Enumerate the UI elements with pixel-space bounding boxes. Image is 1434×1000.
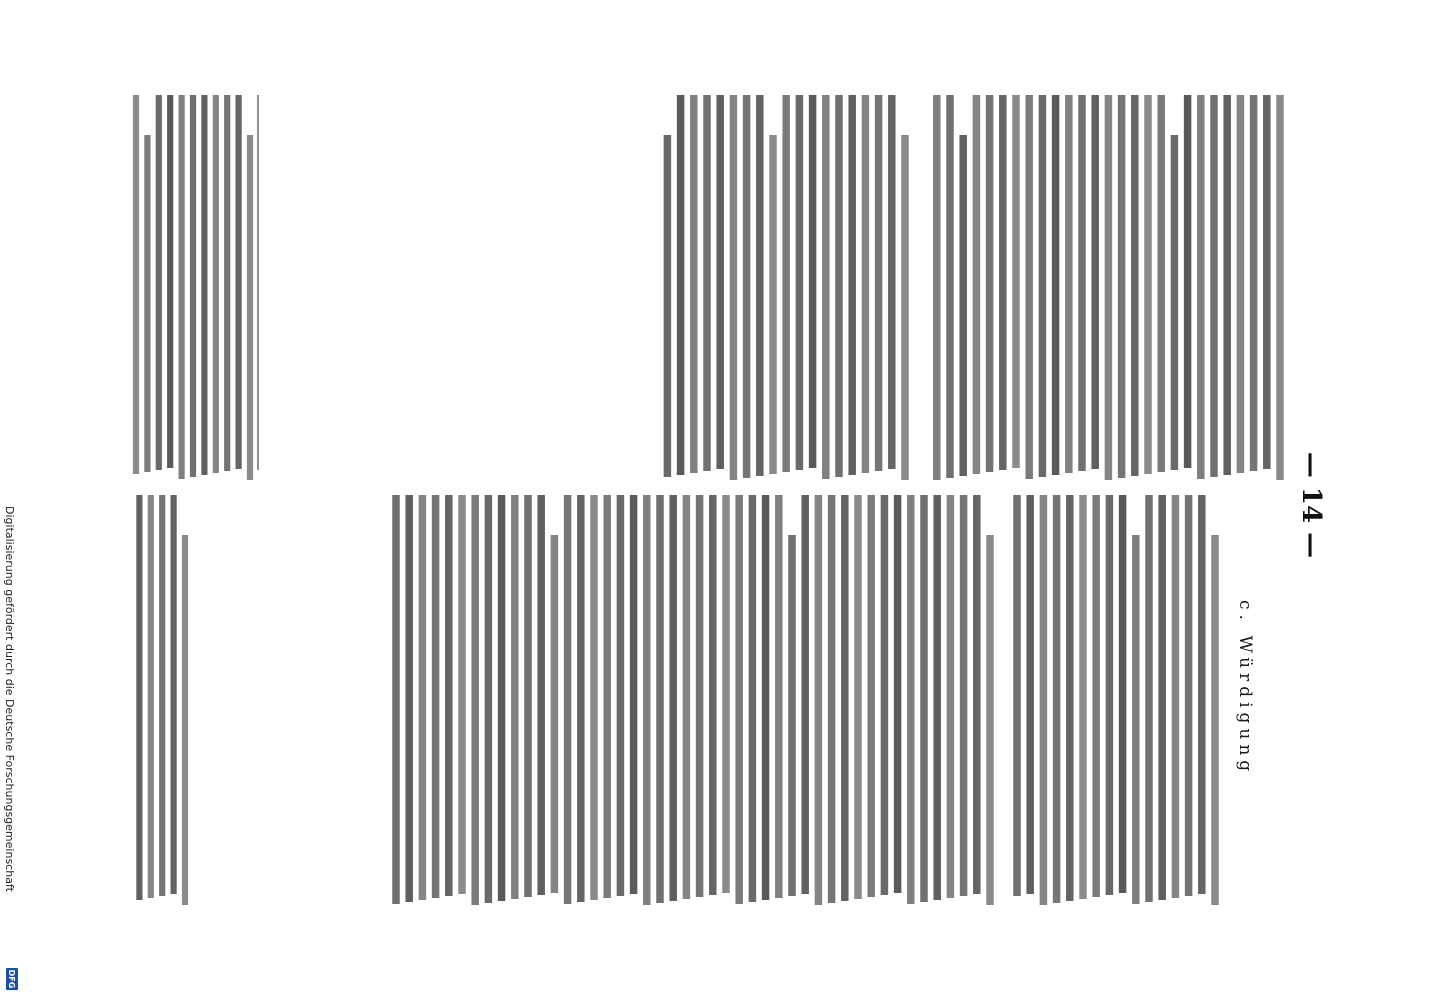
text-line bbox=[1053, 495, 1061, 903]
text-line bbox=[1158, 495, 1166, 900]
text-line bbox=[148, 495, 154, 898]
text-line bbox=[590, 495, 598, 900]
text-line bbox=[769, 135, 777, 474]
text-line bbox=[796, 95, 804, 470]
text-line bbox=[1171, 135, 1179, 470]
text-line bbox=[1263, 95, 1271, 469]
text-line bbox=[920, 495, 928, 902]
text-line bbox=[933, 495, 941, 900]
text-line bbox=[1092, 495, 1100, 897]
text-line bbox=[1078, 95, 1086, 471]
text-line bbox=[973, 495, 981, 894]
text-line bbox=[144, 135, 150, 472]
text-line bbox=[835, 95, 843, 477]
text-line bbox=[677, 95, 685, 475]
text-line bbox=[973, 95, 981, 474]
text-line bbox=[848, 95, 856, 475]
text-line bbox=[1132, 535, 1140, 904]
text-line bbox=[1145, 495, 1153, 902]
text-line bbox=[867, 495, 875, 897]
text-line bbox=[511, 495, 519, 899]
text-line bbox=[664, 135, 672, 477]
text-line bbox=[888, 95, 896, 469]
text-column-upper-left bbox=[664, 95, 909, 480]
text-line bbox=[986, 95, 994, 472]
text-line bbox=[703, 95, 711, 471]
text-line bbox=[788, 535, 796, 896]
text-line bbox=[1197, 95, 1205, 479]
text-line bbox=[1198, 495, 1206, 894]
text-line bbox=[749, 495, 757, 902]
text-line bbox=[822, 95, 830, 479]
text-line bbox=[1052, 95, 1060, 475]
text-line bbox=[762, 495, 770, 900]
text-column-upper-right bbox=[933, 95, 1284, 480]
text-line bbox=[182, 535, 188, 905]
text-line bbox=[986, 535, 994, 905]
text-line bbox=[179, 95, 185, 479]
text-line bbox=[630, 495, 638, 894]
text-line bbox=[247, 135, 253, 480]
text-line bbox=[1184, 95, 1192, 468]
text-line bbox=[1118, 95, 1126, 478]
text-line bbox=[959, 135, 967, 476]
text-column-lower-right bbox=[1013, 495, 1219, 905]
text-line bbox=[683, 495, 691, 899]
text-line bbox=[933, 95, 941, 480]
text-line bbox=[224, 95, 230, 471]
text-line bbox=[201, 95, 207, 475]
text-line bbox=[809, 95, 817, 468]
text-line bbox=[881, 495, 889, 895]
section-heading: c. Würdigung bbox=[1235, 600, 1255, 777]
text-line bbox=[907, 495, 915, 904]
text-line bbox=[1091, 95, 1099, 469]
text-line bbox=[947, 495, 955, 898]
text-line bbox=[946, 95, 954, 478]
text-line bbox=[432, 495, 440, 898]
text-line bbox=[709, 495, 717, 895]
text-line bbox=[1250, 95, 1258, 471]
text-line bbox=[716, 95, 724, 469]
text-line bbox=[801, 495, 809, 894]
text-line bbox=[1065, 95, 1073, 473]
text-line bbox=[445, 495, 453, 896]
text-line bbox=[894, 495, 902, 893]
text-line bbox=[1025, 95, 1033, 479]
footnote-block-upper bbox=[133, 95, 253, 480]
text-line bbox=[841, 495, 849, 901]
text-line bbox=[1066, 495, 1074, 901]
text-line bbox=[1026, 495, 1034, 894]
text-line bbox=[696, 495, 704, 897]
text-line bbox=[960, 495, 968, 896]
text-line bbox=[537, 495, 545, 895]
text-line bbox=[1210, 95, 1218, 477]
text-line bbox=[690, 95, 698, 473]
text-line bbox=[392, 495, 400, 904]
text-line bbox=[1105, 95, 1113, 480]
text-line bbox=[405, 495, 413, 902]
text-line bbox=[1276, 95, 1284, 480]
text-line bbox=[171, 495, 177, 894]
text-line bbox=[1119, 495, 1127, 893]
text-line bbox=[190, 95, 196, 477]
text-line bbox=[1012, 95, 1020, 468]
text-line bbox=[458, 495, 466, 894]
text-column-lower-left bbox=[392, 495, 994, 905]
footnote-block-lower bbox=[136, 495, 188, 905]
text-line bbox=[485, 495, 493, 903]
text-line bbox=[875, 95, 883, 471]
text-line bbox=[756, 95, 764, 476]
text-line bbox=[133, 95, 139, 474]
dfg-logo-text: DFG bbox=[7, 969, 16, 989]
text-line bbox=[669, 495, 677, 901]
text-line bbox=[828, 495, 836, 903]
text-line bbox=[577, 495, 585, 902]
digitization-credit: Digitalisierung gefördert durch die Deutsche Forschungsgemeinschaft bbox=[3, 506, 16, 892]
text-line bbox=[643, 495, 651, 905]
text-line bbox=[1172, 495, 1180, 898]
text-line bbox=[1223, 95, 1231, 475]
text-line bbox=[1144, 95, 1152, 474]
text-line bbox=[156, 95, 162, 470]
text-line bbox=[1039, 95, 1047, 477]
text-line bbox=[603, 495, 611, 898]
text-line bbox=[656, 495, 664, 903]
text-line bbox=[167, 95, 173, 468]
text-line bbox=[735, 495, 743, 904]
text-line bbox=[1079, 495, 1087, 899]
text-line bbox=[136, 495, 142, 900]
text-line bbox=[1157, 95, 1165, 472]
text-line bbox=[730, 95, 738, 480]
lower-half-columns bbox=[136, 495, 1255, 905]
text-line bbox=[617, 495, 625, 896]
text-line bbox=[551, 535, 559, 893]
text-line bbox=[524, 495, 532, 897]
text-line bbox=[901, 135, 909, 480]
text-line bbox=[1040, 495, 1048, 905]
text-line bbox=[1131, 95, 1139, 476]
text-line bbox=[854, 495, 862, 899]
text-line bbox=[999, 95, 1007, 470]
text-line bbox=[862, 95, 870, 473]
text-line bbox=[159, 495, 165, 896]
text-line bbox=[236, 95, 242, 469]
text-line bbox=[471, 495, 479, 905]
text-line bbox=[1237, 95, 1245, 473]
dfg-logo bbox=[6, 968, 18, 990]
text-line bbox=[498, 495, 506, 901]
text-line bbox=[782, 95, 790, 472]
text-line bbox=[1211, 535, 1219, 905]
text-line bbox=[722, 495, 730, 893]
upper-half-columns bbox=[133, 95, 1284, 480]
text-line bbox=[815, 495, 823, 905]
text-line bbox=[775, 495, 783, 898]
page-number: — 14 — bbox=[1296, 451, 1326, 559]
text-line bbox=[419, 495, 427, 900]
text-line bbox=[213, 95, 219, 473]
text-line bbox=[1106, 495, 1114, 895]
text-line bbox=[564, 495, 572, 904]
text-line bbox=[743, 95, 751, 478]
text-line bbox=[1185, 495, 1193, 896]
text-line bbox=[1013, 495, 1021, 896]
